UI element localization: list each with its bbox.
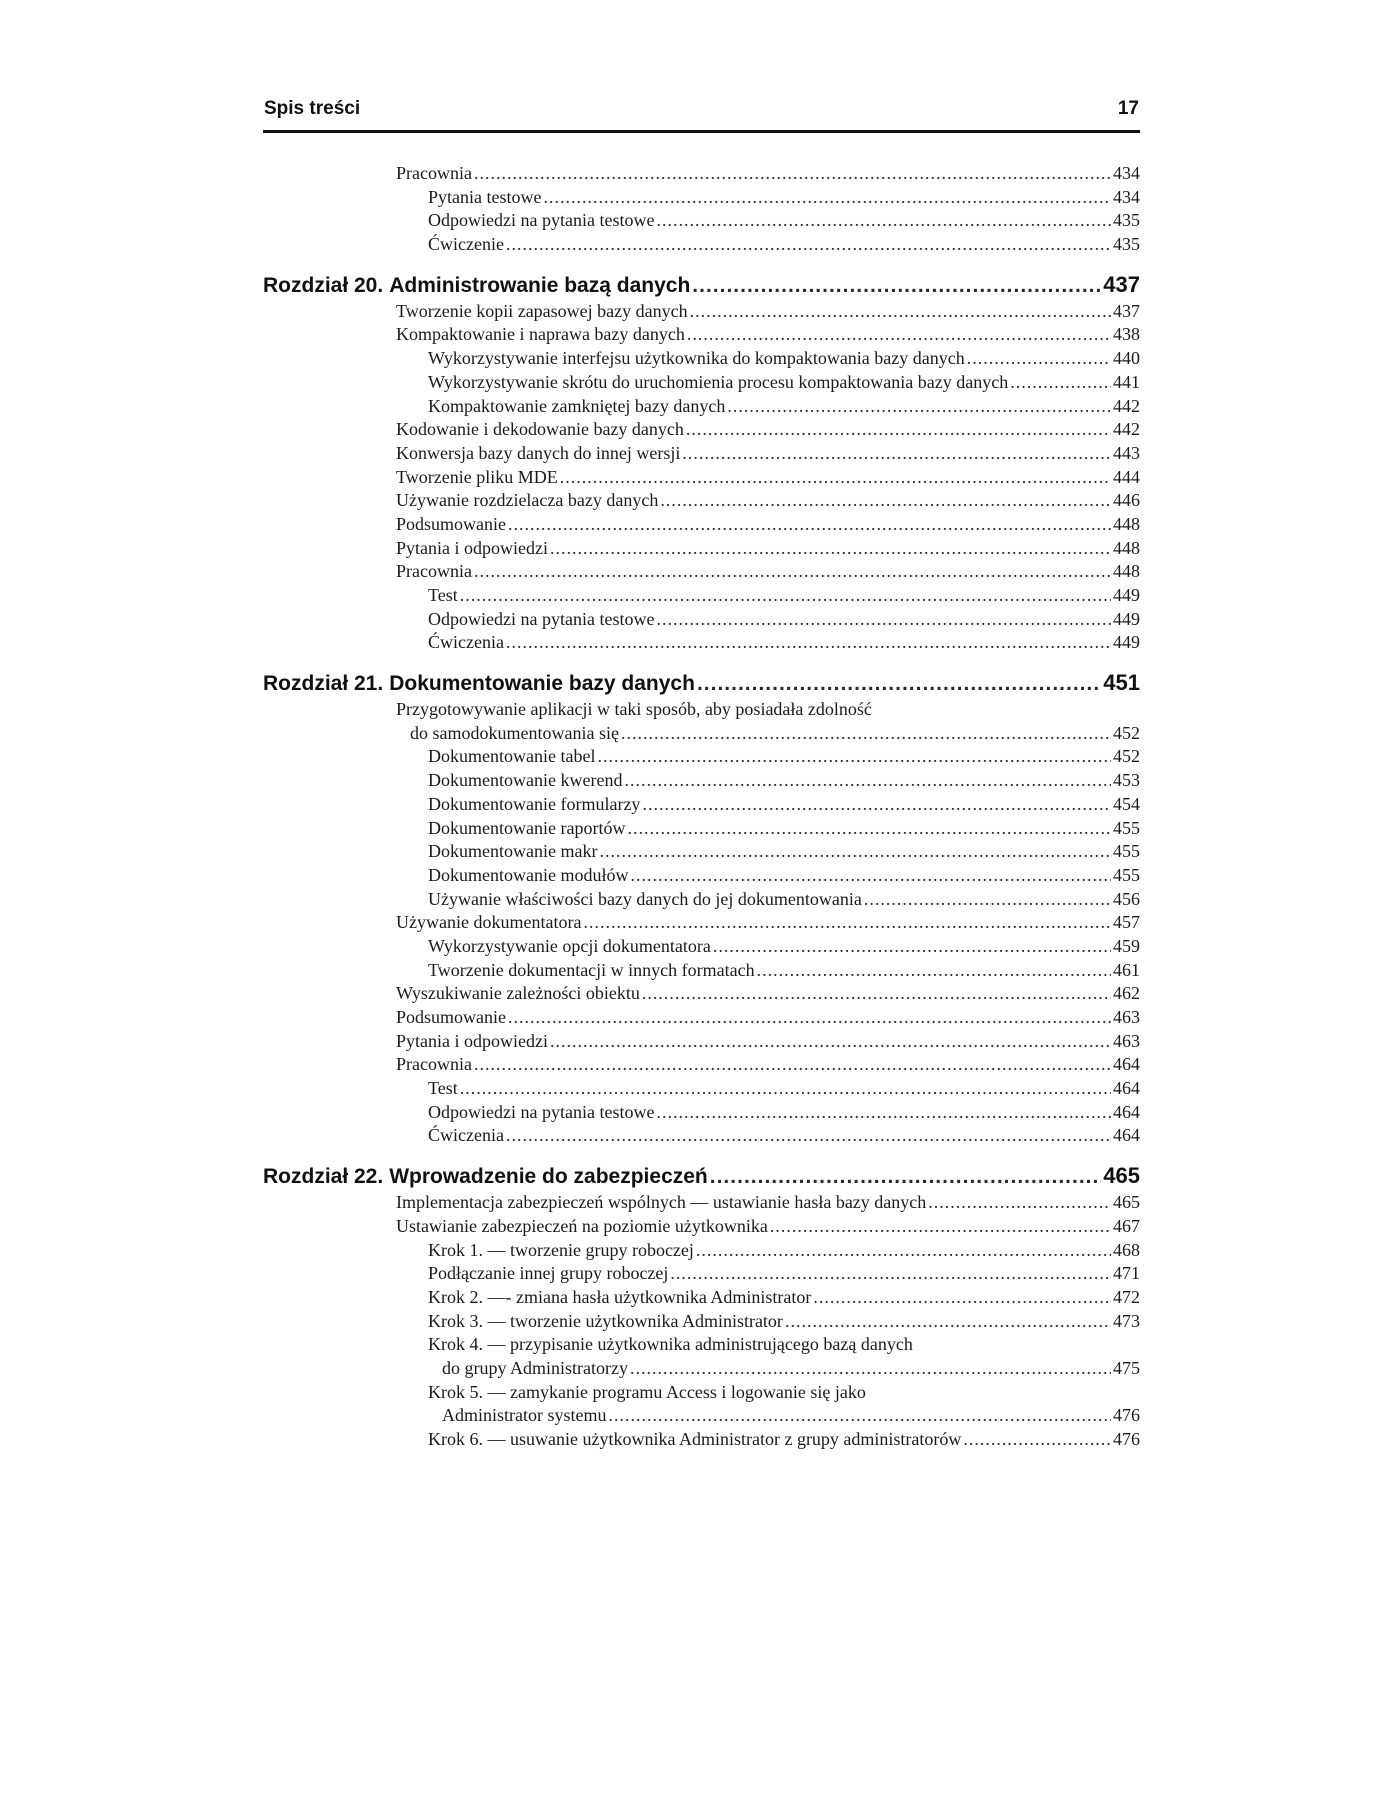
toc-entry[interactable] [396, 418, 1140, 442]
toc-page-number: 435 [1113, 234, 1140, 255]
toc-page-number: 455 [1113, 817, 1140, 838]
chapter-title: Dokumentowanie bazy danych [389, 672, 695, 696]
running-head-title: Spis treści [264, 98, 361, 119]
toc-entry[interactable] [396, 1191, 1140, 1215]
toc-entry[interactable] [428, 209, 1140, 233]
toc-entry[interactable] [428, 1310, 1140, 1334]
toc-entry[interactable] [428, 1428, 1140, 1452]
dot-leader [656, 608, 1111, 632]
toc-entry[interactable] [428, 1333, 1140, 1380]
toc-page-number: 459 [1113, 935, 1140, 956]
toc-entry-text: Dokumentowanie kwerend [428, 770, 623, 791]
toc-entry[interactable] [428, 935, 1140, 959]
chapter-heading[interactable] [263, 270, 1140, 300]
dot-leader [474, 560, 1111, 584]
toc-entry-text: Krok 6. — usuwanie użytkownika Administrator z grupy administratorów [428, 1429, 962, 1449]
toc-entry-text: Dokumentowanie tabel [428, 746, 596, 767]
chapter-number: Rozdział 20. [263, 273, 384, 297]
toc-entry-text: Odpowiedzi na pytania testowe [428, 608, 655, 629]
toc-page-number: 442 [1113, 395, 1140, 416]
dot-leader [727, 395, 1111, 419]
dot-leader [508, 1006, 1111, 1030]
dot-leader [627, 817, 1111, 841]
toc-page-number: 455 [1113, 841, 1140, 862]
toc-entry-text: Krok 3. — tworzenie użytkownika Administrator [428, 1310, 783, 1331]
toc-page-number: 464 [1113, 1078, 1140, 1099]
toc-entry-text: Podsumowanie [396, 1007, 506, 1027]
toc-entry[interactable] [428, 395, 1140, 419]
toc-page-number: 465 [1113, 1192, 1140, 1213]
chapter-page-number: 437 [1103, 271, 1140, 297]
toc-entry-text: Pytania i odpowiedzi [396, 1030, 548, 1051]
toc-page-number: 443 [1113, 442, 1140, 463]
running-head [263, 96, 1140, 133]
dot-leader [474, 162, 1111, 186]
toc-entry[interactable] [428, 186, 1140, 210]
dot-leader [963, 1428, 1111, 1452]
toc-entry[interactable] [428, 817, 1140, 841]
toc-entry[interactable] [428, 347, 1140, 371]
toc-entry-text: Ćwiczenia [428, 1125, 504, 1146]
toc-entry[interactable] [428, 631, 1140, 655]
dot-leader [597, 745, 1111, 769]
toc-entry-text: Dokumentowanie modułów [428, 864, 629, 885]
dot-leader [690, 300, 1111, 324]
toc-entry[interactable] [396, 698, 1140, 745]
dot-leader [813, 1286, 1111, 1310]
toc-entry-text: Krok 5. — zamykanie programu Access i logowanie się jako [428, 1381, 866, 1402]
toc-entry-text: Używanie dokumentatora [396, 912, 582, 933]
toc-entry-text: Kodowanie i dekodowanie bazy danych [396, 419, 684, 440]
toc-entry-text-continued: do grupy Administratorzy [442, 1357, 628, 1378]
toc-page-number: 448 [1113, 561, 1140, 582]
toc-entry-line [428, 1357, 1140, 1381]
toc-entry[interactable] [396, 911, 1140, 935]
dot-leader [543, 186, 1111, 210]
toc-page-number: 455 [1113, 864, 1140, 885]
toc-entry[interactable] [396, 1006, 1140, 1030]
toc-entry[interactable] [428, 1262, 1140, 1286]
toc-page-number: 441 [1113, 371, 1140, 392]
toc-entry[interactable] [428, 233, 1140, 257]
toc-page-number: 473 [1113, 1310, 1140, 1331]
dot-leader [656, 209, 1111, 233]
toc-entry[interactable] [396, 1215, 1140, 1239]
dot-leader [506, 1124, 1111, 1148]
toc-entry[interactable] [428, 793, 1140, 817]
dot-leader [460, 1077, 1111, 1101]
toc-entry-text: Odpowiedzi na pytania testowe [428, 1101, 655, 1122]
chapter-page-number: 465 [1103, 1163, 1140, 1189]
toc-entry[interactable] [396, 982, 1140, 1006]
toc-entry-line [428, 1404, 1140, 1428]
chapter-page-number: 451 [1103, 670, 1140, 696]
toc-page-number: 449 [1113, 608, 1140, 629]
toc-entry[interactable] [428, 1101, 1140, 1125]
dot-leader [660, 489, 1111, 513]
dot-leader [642, 793, 1111, 817]
dot-leader [682, 442, 1111, 466]
dot-leader [508, 513, 1111, 537]
toc-entry[interactable] [396, 1030, 1140, 1054]
dot-leader [624, 769, 1111, 793]
toc-entry[interactable] [428, 769, 1140, 793]
toc-entry[interactable] [396, 442, 1140, 466]
toc-entry[interactable] [396, 489, 1140, 513]
chapter-heading[interactable] [263, 668, 1140, 698]
toc-page-number: 448 [1113, 537, 1140, 558]
toc-entry-text: Pracownia [396, 561, 472, 582]
chapter-number: Rozdział 22. [263, 1165, 384, 1189]
dot-leader [928, 1191, 1111, 1215]
dot-leader [460, 584, 1111, 608]
toc-entry-text: Tworzenie dokumentacji w innych formatach [428, 959, 755, 980]
dot-leader [686, 418, 1111, 442]
toc-entry-text: Kompaktowanie zamkniętej bazy danych [428, 395, 726, 416]
toc-page-number: 452 [1113, 746, 1140, 767]
chapter-title: Wprowadzenie do zabezpieczeń [389, 1165, 708, 1189]
toc-page-number: 464 [1113, 1054, 1140, 1075]
dot-leader [967, 347, 1111, 371]
toc-page-number: 464 [1113, 1101, 1140, 1122]
toc-page-number: 438 [1113, 324, 1140, 345]
dot-leader [642, 982, 1111, 1006]
toc-page-number: 462 [1113, 983, 1140, 1004]
toc-entry[interactable] [428, 1381, 1140, 1428]
toc-page-number: 440 [1113, 348, 1140, 369]
toc-entry[interactable] [396, 466, 1140, 490]
toc-entry-text-continued: do samodokumentowania się [410, 722, 619, 743]
toc-entry-text: Przygotowywanie aplikacji w taki sposób, aby posiadała zdolność [396, 699, 872, 720]
dot-leader [864, 888, 1111, 912]
toc-entry[interactable] [428, 864, 1140, 888]
toc-page-number: 446 [1113, 490, 1140, 511]
dot-leader [670, 1262, 1111, 1286]
dot-leader [560, 466, 1111, 490]
toc-entry-text: Krok 2. —- zmiana hasła użytkownika Administrator [428, 1286, 812, 1307]
table-of-contents [263, 162, 1140, 1452]
toc-page-number: 453 [1113, 770, 1140, 791]
toc-entry-text: Wykorzystywanie skrótu do uruchomienia procesu kompaktowania bazy danych [428, 371, 1009, 392]
toc-entry-text: Używanie właściwości bazy danych do jej dokumentowania [428, 888, 862, 909]
toc-entry-text: Dokumentowanie raportów [428, 817, 626, 838]
dot-leader [630, 864, 1111, 888]
toc-entry-text: Implementacja zabezpieczeń wspólnych — ustawianie hasła bazy danych [396, 1192, 927, 1213]
running-head-page-number: 17 [1117, 98, 1139, 119]
toc-entry[interactable] [428, 1286, 1140, 1310]
toc-page-number: 472 [1113, 1286, 1140, 1307]
dot-leader [656, 1101, 1111, 1125]
dot-leader [785, 1310, 1111, 1334]
toc-page-number: 456 [1113, 888, 1140, 909]
toc-entry-text: Wyszukiwanie zależności obiektu [396, 983, 640, 1004]
toc-page-number: 452 [1113, 722, 1140, 743]
toc-page-number: 463 [1113, 1007, 1140, 1027]
toc-entry[interactable] [428, 888, 1140, 912]
dot-leader [599, 840, 1111, 864]
dot-leader [770, 1215, 1111, 1239]
toc-entry[interactable] [428, 959, 1140, 983]
toc-page-number: 461 [1113, 959, 1140, 980]
toc-entry-text: Pytania testowe [428, 186, 542, 207]
toc-page-number: 463 [1113, 1030, 1140, 1051]
dot-leader [687, 323, 1111, 347]
dot-leader [550, 1030, 1111, 1054]
dot-leader [550, 537, 1111, 561]
toc-page-number: 444 [1113, 466, 1140, 487]
toc-page-number: 476 [1113, 1429, 1140, 1449]
toc-entry[interactable] [428, 608, 1140, 632]
toc-page-number: 442 [1113, 419, 1140, 440]
toc-entry[interactable] [396, 1053, 1140, 1077]
dot-leader [1010, 371, 1111, 395]
toc-entry-text: Krok 4. — przypisanie użytkownika administrującego bazą danych [428, 1334, 913, 1355]
toc-page-number: 435 [1113, 210, 1140, 231]
dot-leader [713, 935, 1111, 959]
chapter-heading[interactable] [263, 1161, 1140, 1191]
toc-entry-text: Ustawianie zabezpieczeń na poziomie użytkownika [396, 1215, 768, 1236]
dot-leader [697, 669, 1101, 698]
dot-leader [506, 631, 1111, 655]
toc-page-number: 449 [1113, 632, 1140, 653]
toc-entry[interactable] [428, 1239, 1140, 1263]
toc-entry-text: Tworzenie pliku MDE [396, 466, 558, 487]
toc-entry[interactable] [428, 745, 1140, 769]
dot-leader [630, 1357, 1111, 1381]
dot-leader [757, 959, 1111, 983]
toc-page-number: 475 [1113, 1357, 1140, 1378]
toc-entry-text-continued: Administrator systemu [442, 1405, 607, 1426]
toc-page-number: 434 [1113, 163, 1140, 183]
chapter-title: Administrowanie bazą danych [389, 273, 691, 297]
toc-entry[interactable] [396, 513, 1140, 537]
toc-page-number: 476 [1113, 1405, 1140, 1426]
dot-leader [710, 1162, 1102, 1191]
toc-entry[interactable] [396, 537, 1140, 561]
toc-entry-text: Pracownia [396, 1054, 472, 1075]
toc-entry[interactable] [396, 300, 1140, 324]
toc-entry-text: Podsumowanie [396, 513, 506, 534]
toc-entry-text: Dokumentowanie formularzy [428, 793, 641, 814]
dot-leader [474, 1053, 1111, 1077]
toc-entry[interactable] [428, 1124, 1140, 1148]
toc-page-number: 468 [1113, 1239, 1140, 1260]
dot-leader [621, 722, 1111, 746]
toc-page-number: 454 [1113, 793, 1140, 814]
toc-entry[interactable] [428, 840, 1140, 864]
toc-page-number: 464 [1113, 1125, 1140, 1146]
toc-entry-text: Test [428, 585, 458, 605]
toc-entry-text: Krok 1. — tworzenie grupy roboczej [428, 1239, 694, 1260]
dot-leader [583, 911, 1111, 935]
toc-entry[interactable] [428, 1077, 1140, 1101]
dot-leader [696, 1239, 1111, 1263]
toc-entry-text: Odpowiedzi na pytania testowe [428, 210, 655, 231]
toc-entry-text: Wykorzystywanie opcji dokumentatora [428, 935, 711, 956]
dot-leader [609, 1404, 1112, 1428]
toc-page-number: 471 [1113, 1263, 1140, 1284]
chapter-number: Rozdział 21. [263, 672, 384, 696]
toc-entry-text: Używanie rozdzielacza bazy danych [396, 490, 659, 511]
toc-page-number: 457 [1113, 912, 1140, 933]
toc-entry-text: Konwersja bazy danych do innej wersji [396, 442, 681, 463]
toc-entry-text: Pracownia [396, 163, 472, 183]
toc-page-number: 448 [1113, 513, 1140, 534]
toc-page-number: 437 [1113, 300, 1140, 321]
toc-entry-text: Kompaktowanie i naprawa bazy danych [396, 324, 685, 345]
toc-page-number: 449 [1113, 585, 1140, 605]
toc-page-number: 434 [1113, 186, 1140, 207]
toc-entry-text: Wykorzystywanie interfejsu użytkownika do kompaktowania bazy danych [428, 348, 965, 369]
toc-entry[interactable] [428, 584, 1140, 608]
toc-entry-text: Pytania i odpowiedzi [396, 537, 548, 558]
toc-entry-text: Tworzenie kopii zapasowej bazy danych [396, 300, 688, 321]
dot-leader [506, 233, 1111, 257]
toc-entry-text: Dokumentowanie makr [428, 841, 598, 862]
toc-entry[interactable] [396, 323, 1140, 347]
toc-entry-text: Ćwiczenia [428, 632, 504, 653]
toc-entry-text: Ćwiczenie [428, 234, 504, 255]
toc-entry[interactable] [396, 560, 1140, 584]
toc-page-number: 467 [1113, 1215, 1140, 1236]
toc-entry-text: Podłączanie innej grupy roboczej [428, 1263, 669, 1284]
toc-entry-line [396, 722, 1140, 746]
dot-leader [692, 271, 1101, 300]
toc-entry[interactable] [428, 371, 1140, 395]
toc-entry[interactable] [396, 162, 1140, 186]
toc-entry-text: Test [428, 1078, 458, 1099]
